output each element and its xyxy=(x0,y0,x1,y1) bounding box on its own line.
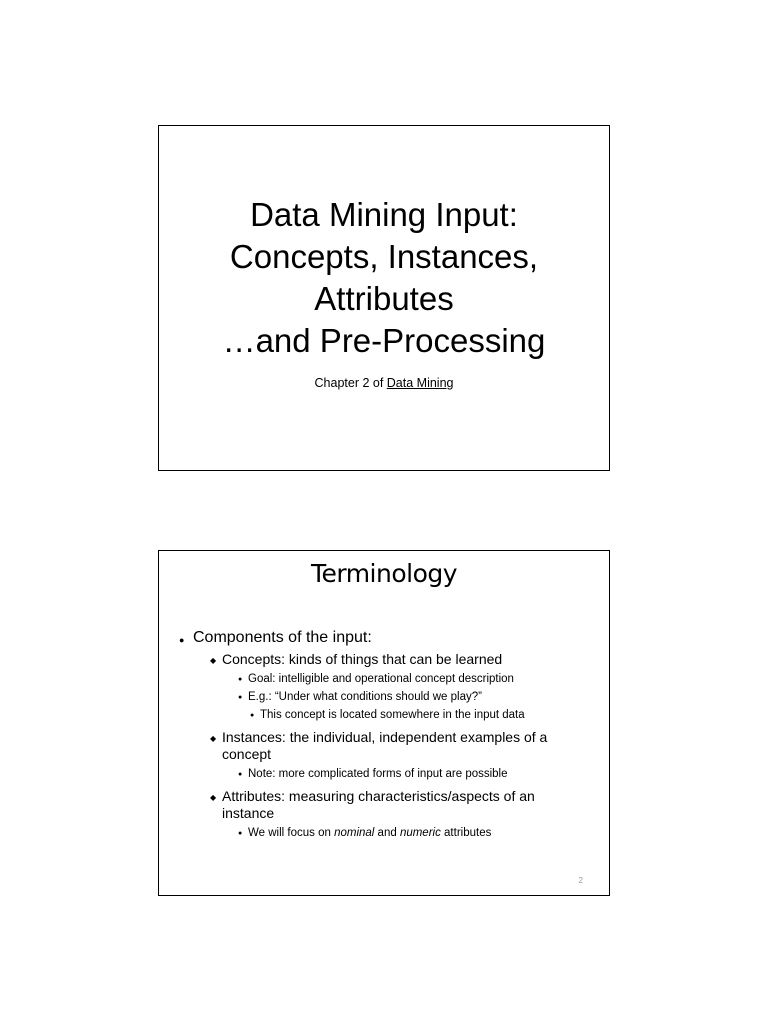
bullet-icon: ● xyxy=(250,712,255,719)
bullet-text: Concepts: kinds of things that can be learned xyxy=(222,651,503,667)
diamond-bullet-icon: ◆ xyxy=(210,734,217,743)
slide-2 xyxy=(158,550,610,896)
bullet-icon: ● xyxy=(238,771,243,778)
list-item xyxy=(159,671,609,687)
diamond-bullet-icon: ◆ xyxy=(210,656,217,665)
list-item xyxy=(159,766,609,782)
bullet-text: E.g.: “Under what conditions should we play?” xyxy=(248,691,482,703)
bullet-icon: ● xyxy=(238,676,243,683)
bullet-text: Instances: the individual, independent examples of a concept xyxy=(222,729,548,762)
list-item xyxy=(159,651,609,668)
slide-1 xyxy=(158,125,610,471)
title-line-4: …and Pre-Processing xyxy=(222,322,546,359)
slide-1-subtitle xyxy=(159,376,609,390)
focus-and: and xyxy=(374,827,400,839)
bullet-icon: ● xyxy=(179,635,185,645)
title-line-3: Attributes xyxy=(314,280,454,317)
bullet-text: Attributes: measuring characteristics/aspects of an instance xyxy=(222,788,535,821)
list-item xyxy=(159,689,609,705)
focus-prefix: We will focus on xyxy=(248,827,335,839)
subtitle-prefix: Chapter 2 of xyxy=(314,376,387,390)
bullet-text: Components of the input: xyxy=(193,629,372,646)
slide-2-title: Terminology xyxy=(310,559,458,588)
list-item xyxy=(159,729,609,763)
bullet-text: This concept is located somewhere in the input data xyxy=(260,709,525,721)
list-item xyxy=(159,627,609,649)
book-title-link: Data Mining xyxy=(386,376,454,390)
bullet-icon: ● xyxy=(238,830,243,837)
bullet-icon: ● xyxy=(238,694,243,701)
slide-1-title xyxy=(159,194,609,362)
slide-number: 2 xyxy=(578,876,583,885)
focus-nominal: nominal xyxy=(334,827,375,839)
diamond-bullet-icon: ◆ xyxy=(210,793,217,802)
title-line-2: Concepts, Instances, xyxy=(229,238,539,275)
list-item xyxy=(159,788,609,822)
list-item xyxy=(159,825,609,841)
list-item xyxy=(159,707,609,723)
bullet-list xyxy=(159,627,609,843)
bullet-text: Goal: intelligible and operational concept description xyxy=(248,673,514,685)
focus-suffix: attributes xyxy=(440,827,492,839)
focus-numeric: numeric xyxy=(399,827,441,839)
title-line-1: Data Mining Input: xyxy=(250,196,518,233)
bullet-text: Note: more complicated forms of input are possible xyxy=(248,768,508,780)
bullet-text xyxy=(248,827,491,839)
